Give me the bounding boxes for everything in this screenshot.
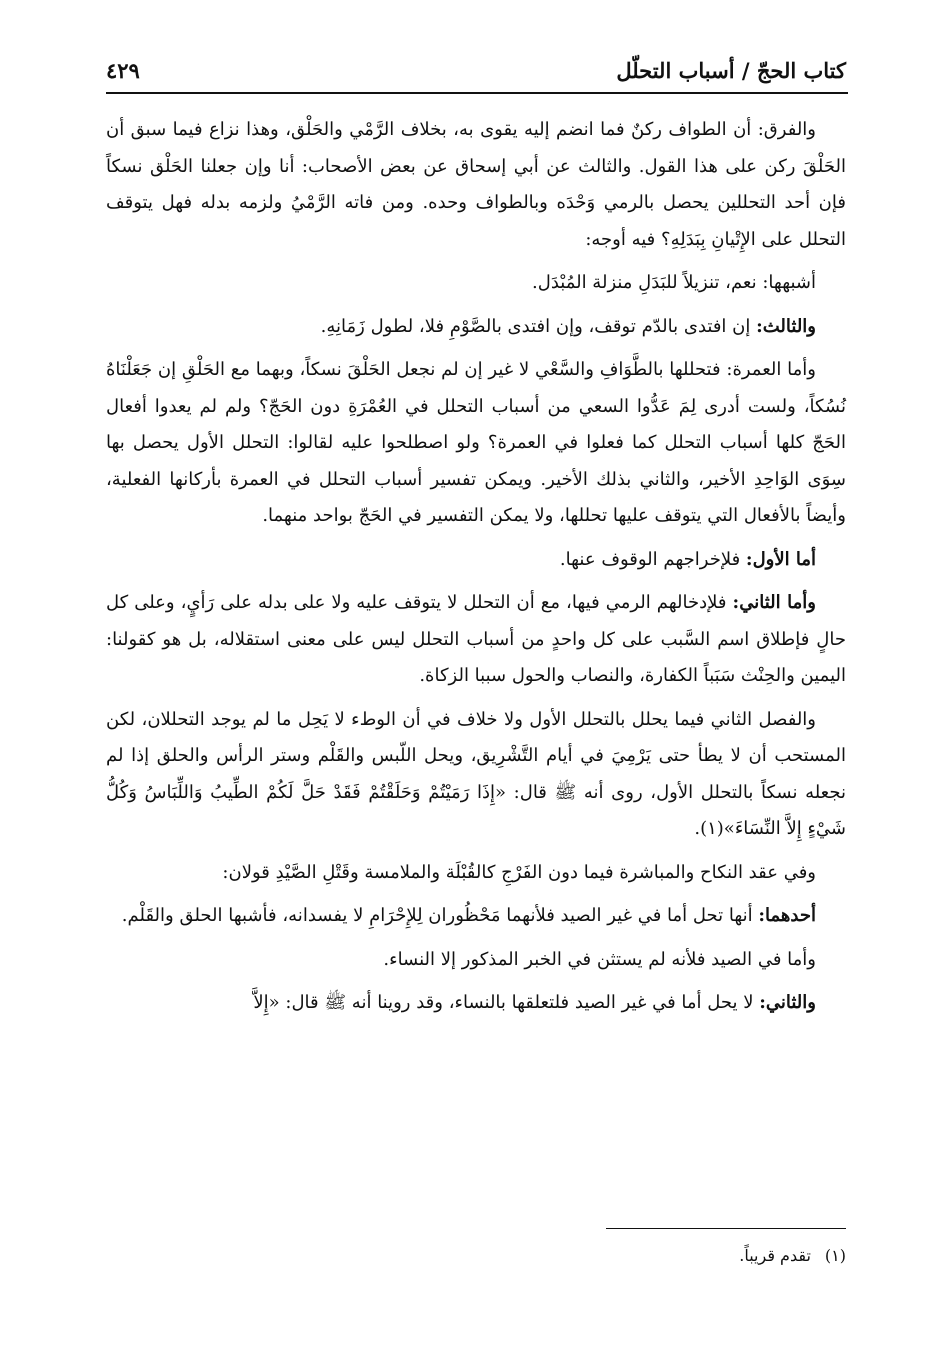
paragraph-text: لا يحل أما في غير الصيد فلتعلقها بالنساء، وقد روينا أنه ﷺ قال: «إِلاَّ	[253, 992, 760, 1013]
paragraph-second-opinion	[106, 985, 846, 1022]
footnote-divider	[606, 1228, 846, 1229]
main-text	[106, 112, 846, 1029]
paragraph-difference	[106, 112, 846, 258]
paragraph-text: وأما العمرة: فتحللها بالطَّوَافِ والسَّعْي لا غير إن لم نجعل الحَلْقَ نسكاً، وبهما مع الحَلْقِ إن جَعَلْنَاهُ نُسُكاً، ولست أدرى لِمَ عَدُّوا السعي من أسباب التحلل في العُمْرَةِ دون الحَجّ؟ ولم لم يعدوا أفعال الحَجّ كلها أسباب التحلل كما فعلوا في العمرة؟ ولو اصطلحوا عليه لقالوا: التحلل الأول يحصل بها سِوَى الوَاحِدِ الأخير، والثاني بذلك الأخير. ويمكن تفسير أسباب التحلل في العمرة بأركانها الفعلية، وأيضاً بالأفعال التي يتوقف عليها تحللها، ولا يمكن التفسير في الحَجّ بواحد منهما.	[106, 359, 847, 526]
paragraph-first-opinion	[106, 898, 846, 935]
paragraph-text: فلإدخالهم الرمي فيها، مع أن التحلل لا يتوقف عليه ولا على بدله على رَأيٍ، وعلى كل حالٍ فإطلاق اسم السَّبب على كل واحدٍ من أسباب التحلل ليس على معنى استقلاله، بل هو كقولنا: اليمين والحِنْث سَبَباً الكفارة، والنصاب والحول سببا الزكاة.	[106, 592, 846, 686]
paragraph-text: والفصل الثاني فيما يحلل بالتحلل الأول ولا خلاف في أن الوطء لا يَحِل ما لم يوجد التحللان، لكن المستحب أن لا يطأ حتى يَرْمِيَ في أيام التَّشْرِيق، ويحل اللّبس والقَلْم وستر الرأس والحلق إذا لم نجعله نسكاً بالتحلل الأول، روى أنه ﷺ قال: «إِذَا رَمَيْتُمْ وَحَلَقْتُمْ فَقَدْ حَلَّ لَكُمْ الطِّيبُ وَاللِّبَاسُ وَكُلُّ شَيْءٍ إِلاَّ النِّسَاءَ»(١).	[106, 708, 846, 839]
page-header	[106, 50, 846, 90]
paragraph-text: أشبهها: نعم، تنزيلاً للبَدَلِ منزلة المُبْدَل.	[532, 272, 816, 293]
paragraph-text: والفرق: أن الطواف ركنٌ فما انضم إليه يقوى به، بخلاف الرَّمْي والحَلْق، وهذا نزاع فيما سبق أن الحَلْقَ ركن على هذا القول. والثالث عن أبي إسحاق عن بعض الأصحاب: أنا وإن جعلنا الحَلْق نسكاً فإن أحد التحللين يحصل بالرمي وَحْدَه وبالطواف وحده. ومن فاته الرَّمْيُ ولزمه بدله فهل يتوقف التحلل على الإِتْيانِ بِبَدَلِهِ؟ فيه أوجه:	[106, 119, 846, 250]
paragraph-text: وأما في الصيد فلأنه لم يستثن في الخبر المذكور إلا النساء.	[383, 948, 816, 970]
footnote-text: تقدم قريباً.	[739, 1246, 811, 1265]
paragraph-text: إن افتدى بالدّم توقف، وإن افتدى بالصَّوْمِ فلا، لطول زَمَانِهِ.	[320, 315, 757, 337]
paragraph-lead: أحدهما:	[758, 905, 816, 926]
paragraph-lead: أما الأول:	[745, 548, 816, 570]
paragraph-hunting	[106, 942, 846, 979]
paragraph-text: أنها تحل أما في غير الصيد فلأنهما مَحْظُوران لِلإِحْرَامِ لا يفسدانه، فأشبها الحلق والقَلْم.	[121, 905, 759, 926]
paragraph-umrah	[106, 352, 846, 535]
paragraph-first-view	[106, 265, 846, 302]
paragraph-second-point	[106, 585, 846, 695]
header-divider	[106, 92, 848, 94]
paragraph-text: فلإخراجهم الوقوف عنها.	[559, 548, 746, 570]
paragraph-third-view	[106, 309, 846, 346]
paragraph-marriage-contract	[106, 855, 846, 892]
page-number: ٤٢٩	[106, 58, 140, 83]
paragraph-lead: والثاني:	[759, 992, 816, 1013]
paragraph-first-point	[106, 542, 846, 579]
paragraph-second-section	[106, 702, 846, 848]
paragraph-lead: وأما الثاني:	[732, 592, 816, 613]
footnote-number: (١)	[824, 1246, 846, 1265]
paragraph-lead: والثالث:	[756, 315, 816, 337]
paragraph-text: وفي عقد النكاح والمباشرة فيما دون الفَرْجِ كالقُبْلَة والملامسة وقَتْلِ الصَّيْدِ قولان:	[222, 861, 816, 883]
footnote	[106, 1244, 846, 1268]
running-title: كتاب الحجّ / أسباب التحلّل	[616, 58, 846, 83]
